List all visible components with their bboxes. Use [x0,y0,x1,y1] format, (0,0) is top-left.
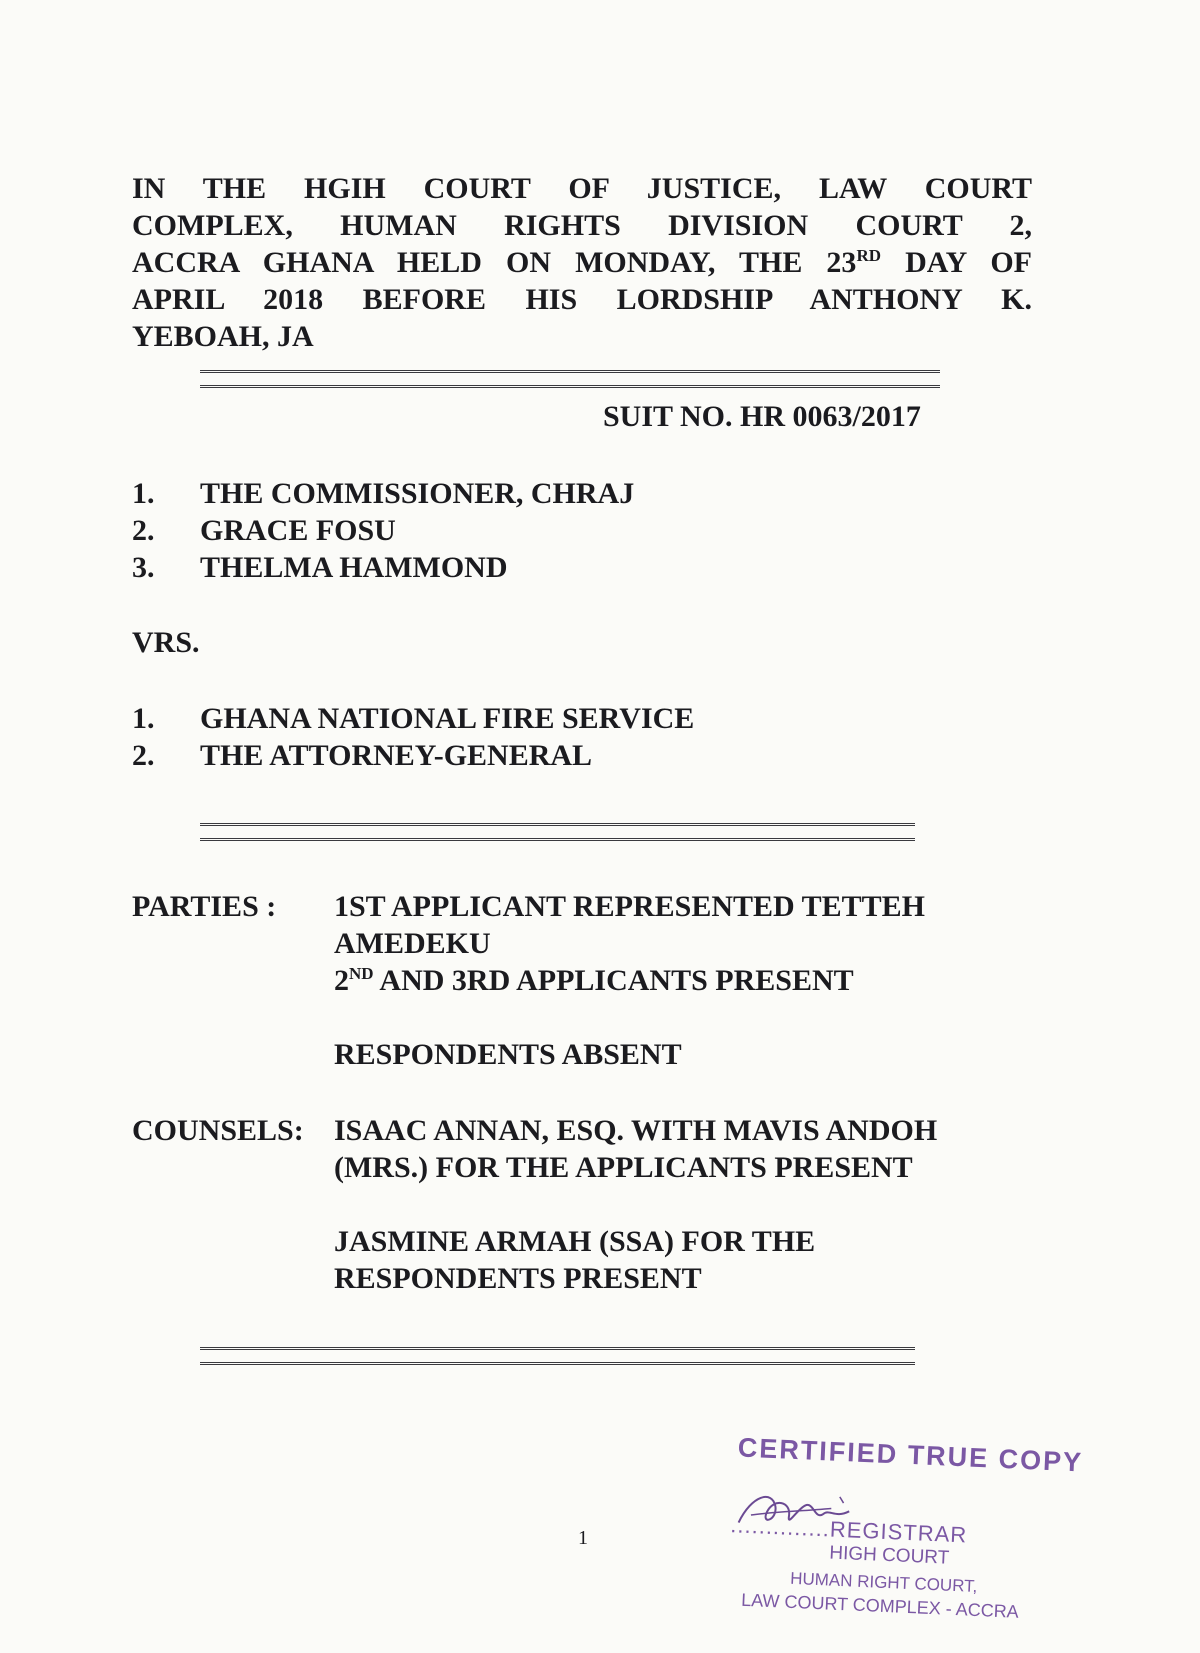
parties-line-3-b: AND 3RD APPLICANTS PRESENT [373,964,854,997]
item-name: GHANA NATIONAL FIRE SERVICE [200,702,695,735]
item-number: 1. [132,477,155,510]
applicants-list [132,475,634,586]
list-item [132,737,694,774]
document-heading [132,170,1032,355]
item-number: 3. [132,551,155,584]
counsels-line-4: RESPONDENTS PRESENT [334,1262,702,1295]
counsels-line-3: JASMINE ARMAH (SSA) FOR THE [334,1225,816,1258]
parties-line-3 [334,962,925,999]
stamp-line-high-court: HIGH COURT [828,1542,950,1569]
counsels-label: COUNSELS: [132,1114,304,1147]
counsels-line-1: ISAAC ANNAN, ESQ. WITH MAVIS ANDOH [334,1114,938,1147]
list-item [132,512,634,549]
suit-number: SUIT NO. HR 0063/2017 [603,400,921,433]
stamp-registrar: ..............REGISTRAR [729,1512,968,1548]
heading-line-5: YEBOAH, JA [132,320,314,353]
stamp-title: CERTIFIED TRUE COPY [737,1432,1084,1478]
item-number: 1. [132,702,155,735]
stamp-line-human-right-court: HUMAN RIGHT COURT, [789,1568,978,1596]
heading-line-3-b: DAY OF [881,246,1032,279]
item-number: 2. [132,514,155,547]
list-item [132,549,634,586]
counsels-line-2: (MRS.) FOR THE APPLICANTS PRESENT [334,1151,913,1184]
parties-line-1: 1ST APPLICANT REPRESENTED TETTEH [334,890,926,923]
item-name: THE COMMISSIONER, CHRAJ [200,477,635,510]
page-number: 1 [578,1527,588,1549]
counsels-details [334,1112,937,1297]
divider-rule [200,1347,915,1365]
parties-ordinal-suffix: ND [349,964,374,983]
parties-line-4: RESPONDENTS ABSENT [334,1038,682,1071]
heading-line-2: COMPLEX, HUMAN RIGHTS DIVISION COURT 2, [132,209,1032,242]
certified-copy-stamp [726,1432,1094,1648]
divider-rule [200,370,940,388]
list-item [132,700,694,737]
heading-line-3 [132,244,1032,281]
item-name: THELMA HAMMOND [200,551,508,584]
item-name: THE ATTORNEY-GENERAL [200,739,593,772]
heading-line-3-a: ACCRA GHANA HELD ON MONDAY, THE 23 [132,246,857,279]
heading-line-1: IN THE HGIH COURT OF JUSTICE, LAW COURT [132,172,1032,205]
versus-label: VRS. [132,626,200,659]
list-item [132,475,634,512]
parties-line-3-a: 2 [334,964,349,997]
stamp-line-law-court-complex: LAW COURT COMPLEX - ACCRA [740,1589,1020,1622]
respondents-list [132,700,694,774]
parties-label: PARTIES : [132,890,277,923]
item-name: GRACE FOSU [200,514,396,547]
parties-details [334,888,925,1073]
item-number: 2. [132,739,155,772]
parties-line-2: AMEDEKU [334,927,491,960]
heading-ordinal-suffix: RD [856,246,881,265]
divider-rule [200,823,915,841]
heading-line-4: APRIL 2018 BEFORE HIS LORDSHIP ANTHONY K. [132,283,1032,316]
